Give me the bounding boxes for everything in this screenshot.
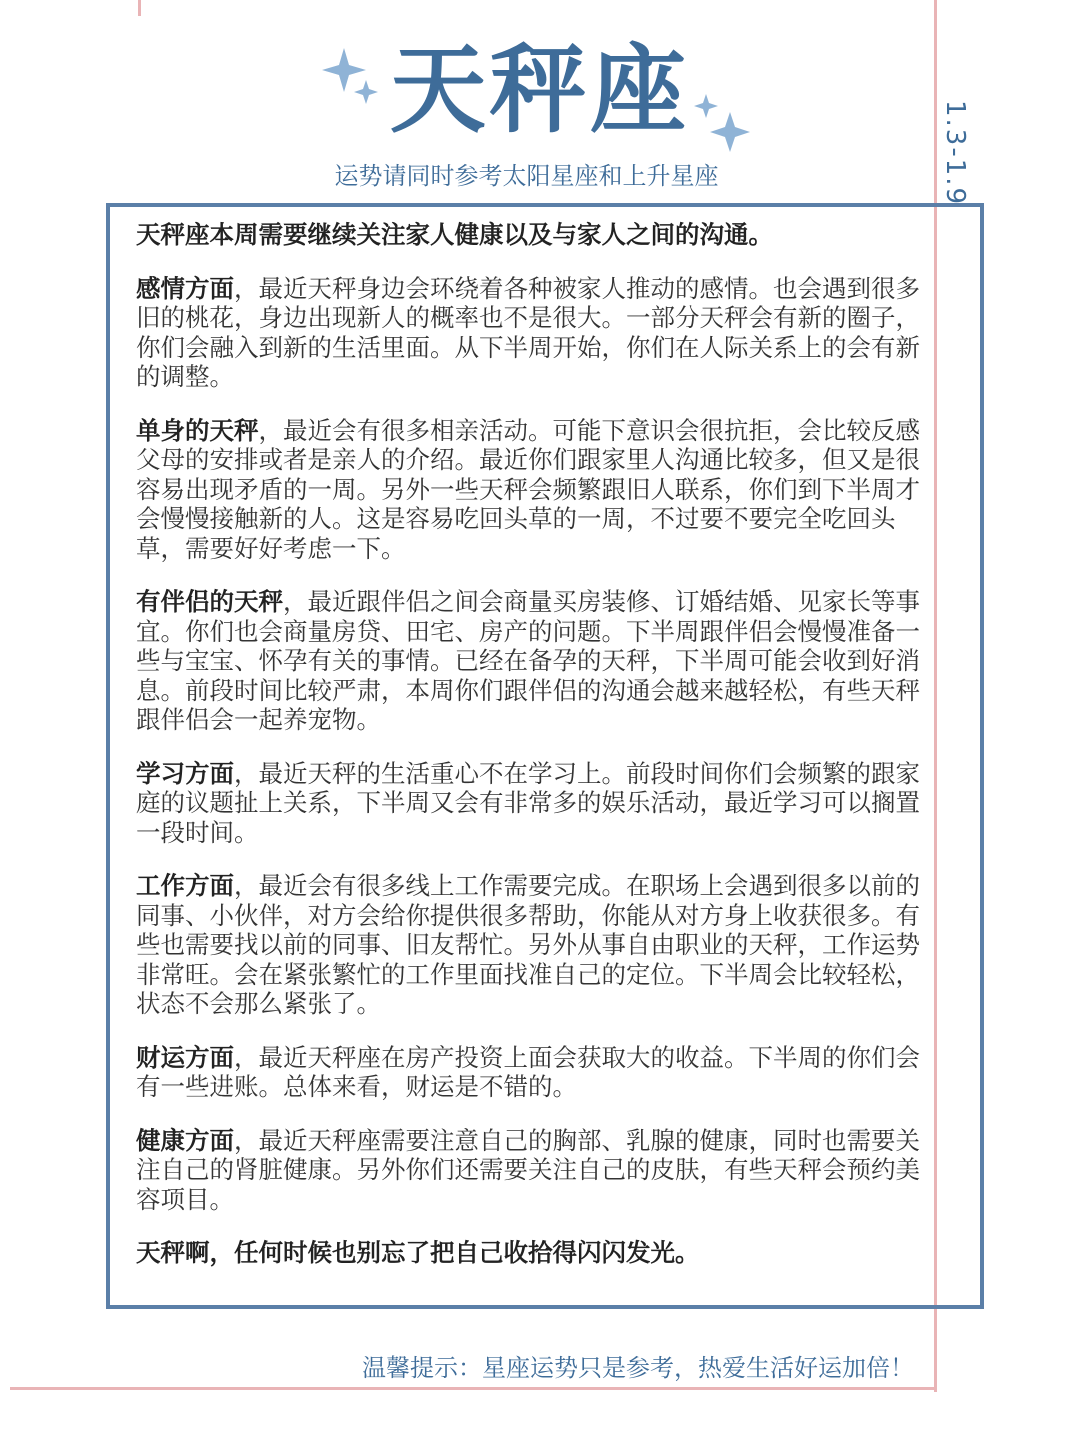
section-text: ，最近会有很多线上工作需要完成。在职场上会遇到很多以前的同事、小伙伴，对方会给你提供很多帮助，你能从对方身上收获很多。有些也需要找以前的同事、旧友帮忙。另外从事自由职业的天秤，工作运势非常旺。会在紧张繁忙的工作里面找准自己的定位。下半周会比较轻松，状态不会那么紧张了。 xyxy=(136,871,920,1018)
section-lead: 学习方面 xyxy=(136,758,234,788)
section-work xyxy=(136,871,926,1019)
section-text: ，最近天秤的生活重心不在学习上。前段时间你们会频繁的跟家庭的议题扯上关系，下半周又会有非常多的娱乐活动，最近学习可以搁置一段时间。 xyxy=(136,758,920,847)
date-range: 1.3-1.9 xyxy=(940,100,970,207)
decorative-line-bottom xyxy=(10,1387,937,1390)
section-text: ，最近跟伴侣之间会商量买房装修、订婚结婚、见家长等事宜。你们也会商量房贷、田宅、房产的问题。下半周跟伴侣会慢慢准备一些与宝宝、怀孕有关的事情。已经在备孕的天秤，下半周可能会收到好消息。前段时间比较严肃，本周你们跟伴侣的沟通会越来越轻松，有些天秤跟伴侣会一起养宠物。 xyxy=(136,587,920,734)
section-single xyxy=(136,416,926,564)
section-lead: 有伴侣的天秤 xyxy=(136,587,283,616)
section-text: ，最近天秤身边会环绕着各种被家人推动的感情。也会遇到很多旧的桃花，身边出现新人的概率也不是很大。一部分天秤会有新的圈子，你们会融入到新的生活里面。从下半周开始，你们在人际关系上的会有新的调整。 xyxy=(136,273,920,391)
section-wealth xyxy=(136,1043,926,1102)
page-title: 天秤座 xyxy=(390,34,690,146)
section-text: ，最近天秤座在房产投资上面会获取大的收益。下半周的你们会有一些进账。总体来看，财运是不错的。 xyxy=(136,1042,920,1101)
section-partnered xyxy=(136,587,926,735)
section-lead: 财运方面 xyxy=(136,1042,234,1072)
page-subtitle: 运势请同时参考太阳星座和上升星座 xyxy=(334,162,719,190)
section-love xyxy=(136,274,926,392)
decorative-line-left xyxy=(138,0,141,16)
section-lead: 工作方面 xyxy=(136,871,234,900)
section-text: ，最近天秤座需要注意自己的胸部、乳腺的健康，同时也需要关注自己的肾脏健康。另外你们还需要关注自己的皮肤，有些天秤会预约美容项目。 xyxy=(136,1125,920,1214)
closing-line: 天秤啊，任何时候也别忘了把自己收拾得闪闪发光。 xyxy=(136,1238,700,1267)
horoscope-content xyxy=(136,220,926,1292)
section-text: ，最近会有很多相亲活动。可能下意识会很抗拒，会比较反感父母的安排或者是亲人的介绍。最近你们跟家里人沟通比较多，但又是很容易出现矛盾的一周。另外一些天秤会频繁跟旧人联系，你们到下半周才会慢慢接触新的人。这是容易吃回头草的一周，不过要不要完全吃回头草，需要好好考虑一下。 xyxy=(136,415,920,563)
section-lead: 感情方面 xyxy=(136,273,234,303)
section-study xyxy=(136,759,926,848)
section-lead: 单身的天秤 xyxy=(136,415,259,445)
footer-tip: 温馨提示：星座运势只是参考，热爱生活好运加倍！ xyxy=(362,1354,914,1382)
section-lead: 健康方面 xyxy=(136,1125,234,1155)
section-health xyxy=(136,1126,926,1215)
intro-line: 天秤座本周需要继续关注家人健康以及与家人之间的沟通。 xyxy=(136,220,773,249)
